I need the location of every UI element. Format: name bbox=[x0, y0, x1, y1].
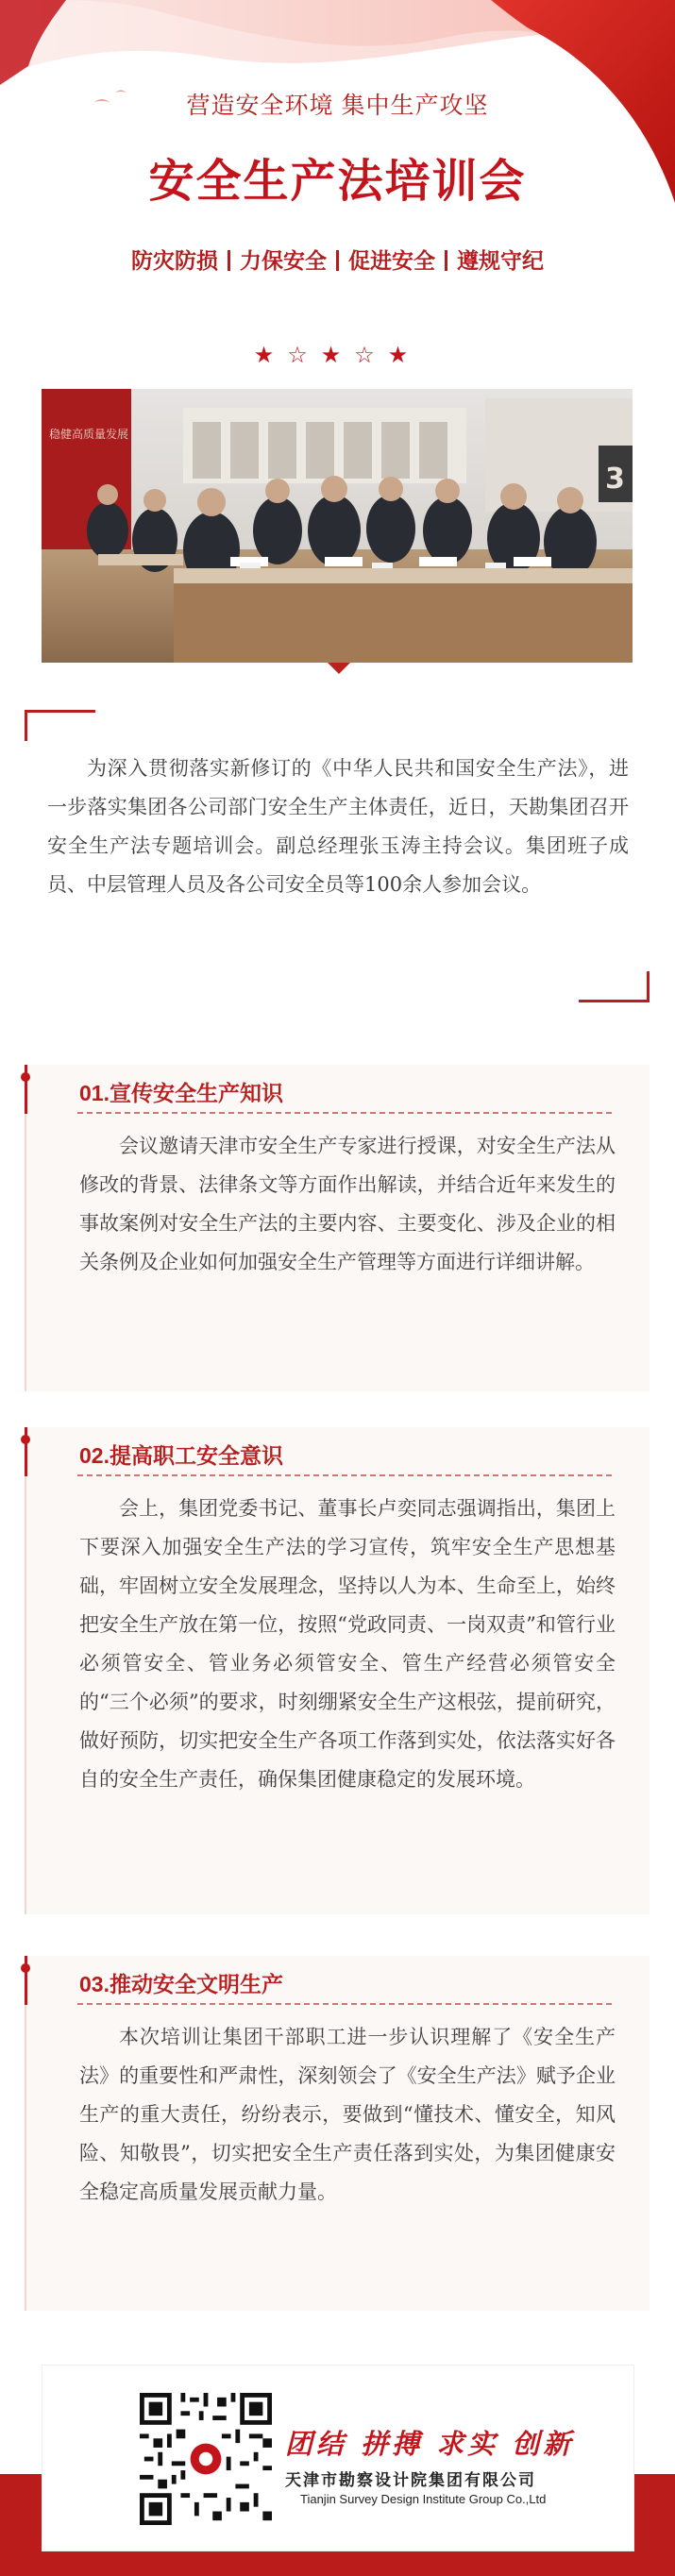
tagline bbox=[0, 244, 675, 275]
intro-paragraph: 为深入贯彻落实新修订的《中华人民共和国安全生产法》，进一步落实集团各公司部门安全生产主体责任，近日，天勘集团召开安全生产法专题培训会。副总经理张玉涛主持会议。集团班子成员、中层管理人员及各公司安全员等100余人参加会议。 bbox=[47, 757, 629, 896]
photo-pointer-triangle bbox=[328, 663, 350, 674]
tag-divider bbox=[336, 250, 339, 271]
tag-item: 遵规守纪 bbox=[457, 248, 544, 273]
section-paragraph: 会上，集团党委书记、董事长卢奕同志强调指出，集团上下要深入加强安全生产法的学习宣传，筑牢安全生产思想基础，牢固树立安全发展理念，坚持以人为本、生命至上，始终把安全生产放在第一位，按照“党政同责、一岗双责”和管行业必须管安全、管业务必须管安全、管生产经营必须管安全的“三个必须”的要求，时刻绷紧安全生产这根弦，提前研究，做好预防，切实把安全生产各项工作落到实处，依法落实好各自的安全生产责任，确保集团健康稳定的发展环境。 bbox=[79, 1497, 616, 1791]
tag-item: 防灾防损 bbox=[131, 248, 218, 273]
company-name-en: Tianjin Survey Design Institute Group Co.,Ltd bbox=[300, 2492, 547, 2506]
footer bbox=[0, 2365, 675, 2576]
section-1 bbox=[25, 1065, 650, 1391]
svg-text:3: 3 bbox=[605, 463, 625, 496]
section-heading: 03.推动安全文明生产 bbox=[79, 1972, 283, 1996]
company-slogan: 团结 拼搏 求实 创新 bbox=[285, 2428, 575, 2460]
corner-bracket bbox=[579, 971, 650, 1002]
wall-slogan: 稳健高质量发展 bbox=[49, 428, 129, 441]
header-subtitle: 营造安全环境 集中生产攻坚 bbox=[186, 93, 489, 119]
section-paragraph: 会议邀请天津市安全生产专家进行授课，对安全生产法从修改的背景、法律条文等方面作出解读，并结合近年来发生的事故案例对安全生产法的主要内容、主要变化、涉及企业的相关条例及企业如何加强安全生产管理等方面进行详细讲解。 bbox=[79, 1135, 616, 1273]
timeline-dot bbox=[21, 1963, 30, 1973]
section-divider bbox=[77, 1474, 612, 1476]
section-heading: 02.提高职工安全意识 bbox=[79, 1443, 283, 1468]
section-divider bbox=[77, 1112, 612, 1114]
tag-divider bbox=[445, 250, 447, 271]
tag-divider bbox=[228, 250, 230, 271]
section-timeline bbox=[25, 1956, 26, 2311]
intro-block bbox=[25, 710, 650, 1002]
section-timeline bbox=[25, 1427, 26, 1914]
section-heading: 01.宣传安全生产知识 bbox=[79, 1081, 283, 1105]
page-title: 安全生产法培训会 bbox=[148, 157, 527, 207]
section-paragraph: 本次培训让集团干部职工进一步认识理解了《安全生产法》的重要性和严肃性，深刻领会了《安全生产法》赋予企业生产的重大责任，纷纷表示，要做到“懂技术、懂安全，知风险、知敬畏”，切实把安全生产责任落到实处，为集团健康安全稳定高质量发展贡献力量。 bbox=[79, 2026, 616, 2203]
qr-code-icon[interactable] bbox=[140, 2393, 272, 2525]
timeline-dot bbox=[21, 1435, 30, 1444]
tag-item: 促进安全 bbox=[348, 248, 435, 273]
tag-item: 力保安全 bbox=[240, 248, 327, 273]
timeline-dot bbox=[21, 1072, 30, 1082]
header-banner bbox=[0, 0, 675, 378]
section-divider bbox=[77, 2003, 612, 2005]
corner-bracket bbox=[25, 710, 95, 741]
meeting-photo bbox=[42, 389, 633, 663]
company-name-cn: 天津市勘察设计院集团有限公司 bbox=[285, 2471, 536, 2489]
meeting-photo-illustration bbox=[42, 389, 633, 663]
section-3 bbox=[25, 1956, 650, 2311]
star-decoration: ★☆★☆★ bbox=[253, 342, 422, 368]
section-2 bbox=[25, 1427, 650, 1914]
